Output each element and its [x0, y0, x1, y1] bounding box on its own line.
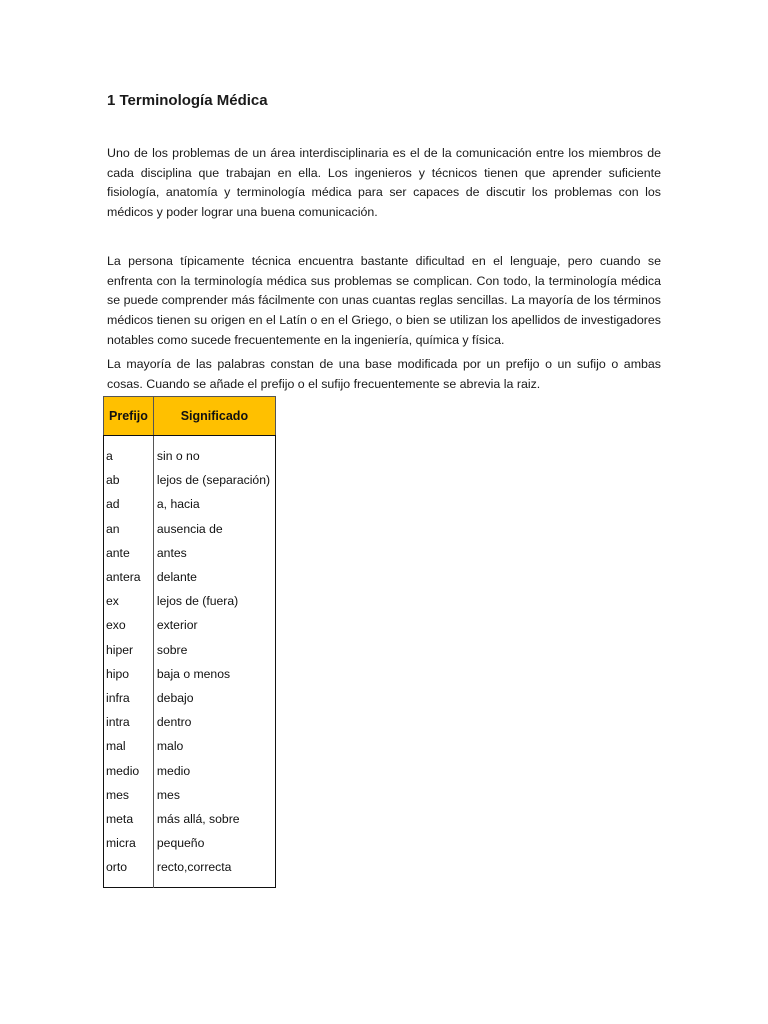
- table-row: [104, 565, 276, 589]
- table-row: [104, 831, 276, 855]
- meaning-cell: debajo: [156, 690, 194, 705]
- paragraph-intro: Uno de los problemas de un área interdisciplinaria es el de la comunicación entre los miembros de cada disciplina que trabajan en ella. Los ingenieros y técnicos tienen que aprender suficiente fisiología, anatomía y terminología médica para ser capaces de discutir los problemas con los médicos y poder lograr una buena comunicación.: [107, 146, 661, 220]
- table-row: [104, 855, 276, 879]
- meaning-cell: antes: [156, 545, 187, 560]
- prefix-cell: orto: [104, 855, 154, 879]
- prefix-cell: hipo: [104, 662, 154, 686]
- prefix-cell: ante: [104, 541, 154, 565]
- prefix-cell: ex: [104, 589, 154, 613]
- meaning-cell: baja o menos: [156, 666, 231, 681]
- table-row: [104, 662, 276, 686]
- table-row: [104, 589, 276, 613]
- prefix-cell: ad: [104, 492, 154, 516]
- table-spacer-row: [104, 436, 276, 445]
- prefix-cell: meta: [104, 807, 154, 831]
- header-significado: Significado: [153, 397, 275, 436]
- prefix-cell: a: [104, 444, 154, 468]
- meaning-cell: exterior: [156, 618, 198, 633]
- meaning-cell: dentro: [156, 715, 192, 730]
- prefix-cell: antera: [104, 565, 154, 589]
- prefix-cell: hiper: [104, 638, 154, 662]
- prefix-cell: ab: [104, 468, 154, 492]
- table-row: [104, 734, 276, 758]
- paragraph-prefix-suffix: La mayoría de las palabras constan de una base modificada por un prefijo o un sufijo o ambas cosas. Cuando se añade el prefijo o el sufijo frecuentemente se abrevia la raiz.: [107, 357, 661, 391]
- table-row: [104, 468, 276, 492]
- meaning-cell: recto,correcta: [156, 860, 232, 875]
- header-prefijo: Prefijo: [104, 397, 154, 436]
- meaning-cell: mes: [156, 787, 180, 802]
- table-row: [104, 517, 276, 541]
- table-body: [104, 436, 276, 888]
- table-row: [104, 444, 276, 468]
- spacer-cell: [153, 436, 275, 445]
- spacer-cell: [153, 879, 275, 888]
- table-row: [104, 758, 276, 782]
- prefix-cell: an: [104, 517, 154, 541]
- prefix-cell: micra: [104, 831, 154, 855]
- meaning-cell: pequeño: [156, 836, 205, 851]
- meaning-cell: más allá, sobre: [156, 811, 240, 826]
- meaning-cell: lejos de (fuera): [156, 594, 239, 609]
- prefix-cell: mes: [104, 783, 154, 807]
- table-header-row: [104, 397, 276, 436]
- meaning-cell: malo: [156, 739, 184, 754]
- meaning-cell: sin o no: [156, 449, 200, 464]
- table-row: [104, 492, 276, 516]
- table-row: [104, 710, 276, 734]
- prefix-cell: infra: [104, 686, 154, 710]
- prefix-cell: intra: [104, 710, 154, 734]
- table-row: [104, 638, 276, 662]
- meaning-cell: delante: [156, 570, 197, 585]
- table-row: [104, 807, 276, 831]
- paragraph-difficulty: La persona típicamente técnica encuentra bastante dificultad en el lenguaje, pero cuando se enfrenta con la terminología médica sus problemas se complican. Con todo, la terminología médica se puede comprender más fácilmente con unas cuantas reglas sencillas. La mayoría de los términos médicos tienen su origen en el Latín o en el Griego, o bien se utilizan los apellidos de investigadores notables como sucede frecuentemente en la ingeniería, química y física.: [107, 254, 661, 347]
- meaning-cell: medio: [156, 763, 191, 778]
- prefix-cell: medio: [104, 758, 154, 782]
- prefix-table: [103, 396, 276, 888]
- meaning-cell: a, hacia: [156, 497, 200, 512]
- meaning-cell: lejos de (separación): [156, 473, 271, 488]
- table-row: [104, 783, 276, 807]
- meaning-cell: ausencia de: [156, 521, 223, 536]
- page-title: 1 Terminología Médica: [107, 92, 268, 109]
- table-row: [104, 541, 276, 565]
- spacer-cell: [104, 879, 154, 888]
- spacer-cell: [104, 436, 154, 445]
- prefix-cell: exo: [104, 613, 154, 637]
- meaning-cell: sobre: [156, 642, 188, 657]
- table-row: [104, 686, 276, 710]
- table-row: [104, 613, 276, 637]
- prefix-cell: mal: [104, 734, 154, 758]
- table-spacer-row: [104, 879, 276, 888]
